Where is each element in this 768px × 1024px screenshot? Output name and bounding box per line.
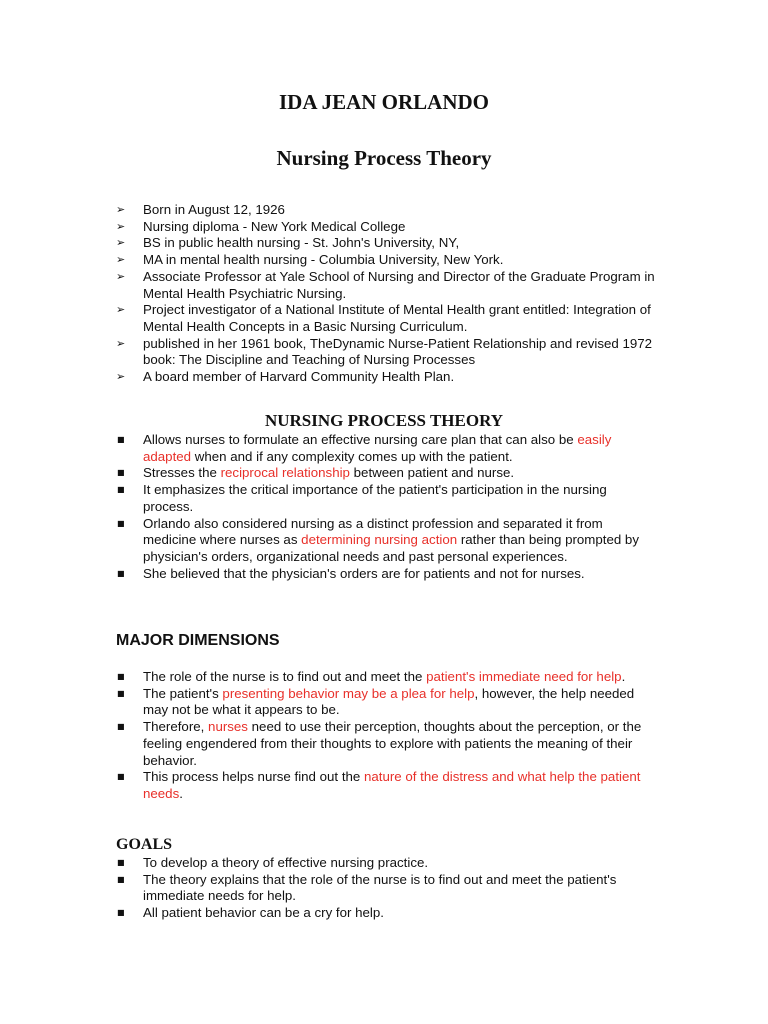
arrowhead-bullet-icon: ➢ — [116, 203, 126, 216]
biography-list — [116, 202, 656, 386]
nursing-process-theory-list — [116, 432, 656, 582]
arrowhead-bullet-icon: ➢ — [116, 336, 126, 350]
list-item: ■ Therefore, nurses need to use their perception, thoughts about the perception, or the feeling engendered from their thoughts to explore with patients the meaning of their behavior. — [117, 719, 642, 768]
arrowhead-bullet-icon: ➢ — [116, 303, 126, 317]
list-item: ➢ BS in public health nursing - St. John's University, NY, — [116, 235, 460, 251]
square-bullet-icon: ■ — [117, 435, 125, 444]
square-bullet-icon: ■ — [117, 485, 125, 495]
square-bullet-icon: ■ — [117, 858, 125, 867]
list-item: ■ Orlando also considered nursing as a distinct profession and separated it from medicine where nurses as determining nursing action rather than being prompted by physician's orders, organizational needs and past personal experiences. — [117, 515, 639, 564]
major-dimensions-list — [116, 669, 656, 803]
document-title: IDA JEAN ORLANDO — [278, 90, 490, 114]
list-item: ■ She believed that the physician's orders are for patients and not for nurses. — [117, 565, 585, 581]
square-bullet-icon: ■ — [117, 772, 125, 782]
list-item: ■ To develop a theory of effective nursing practice. — [117, 855, 429, 870]
list-item: ■ The role of the nurse is to find out and meet the patient's immediate need for help. — [117, 669, 626, 684]
square-bullet-icon: ■ — [117, 688, 125, 698]
list-item: ■ The theory explains that the role of the nurse is to find out and meet the patient's immediate needs for help. — [117, 871, 617, 904]
square-bullet-icon: ■ — [117, 518, 125, 528]
list-item: ➢ published in her 1961 book, TheDynamic Nurse-Patient Relationship and revised 1972 book: The Discipline and Teaching of Nursing Processes — [116, 335, 653, 368]
square-bullet-icon: ■ — [117, 672, 125, 681]
square-bullet-icon: ■ — [117, 908, 125, 918]
list-item: ➢ Born in August 12, 1926 — [116, 202, 285, 217]
list-item: ■ Allows nurses to formulate an effective nursing care plan that can also be easily adapted when and if any complexity comes up with the patient. — [117, 432, 612, 464]
square-bullet-icon: ■ — [117, 468, 125, 478]
square-bullet-icon: ■ — [117, 874, 125, 884]
list-item: ■ Stresses the reciprocal relationship between patient and nurse. — [117, 465, 515, 481]
document-subtitle: Nursing Process Theory — [276, 146, 492, 170]
list-item: ■ It emphasizes the critical importance of the patient's participation in the nursing process. — [117, 482, 607, 514]
arrowhead-bullet-icon: ➢ — [116, 370, 126, 384]
arrowhead-bullet-icon: ➢ — [116, 219, 126, 233]
list-item: ➢ Project investigator of a National Institute of Mental Health grant entitled: Integration of Mental Health Concepts in a Basic Nursing Curriculum. — [116, 302, 651, 334]
arrowhead-bullet-icon: ➢ — [116, 269, 126, 283]
list-item: ■ This process helps nurse find out the nature of the distress and what help the patient needs. — [117, 769, 641, 801]
list-item: ➢ A board member of Harvard Community Health Plan. — [116, 369, 455, 385]
section-heading-nursing-process-theory: NURSING PROCESS THEORY — [264, 411, 504, 430]
arrowhead-bullet-icon: ➢ — [116, 253, 126, 267]
list-item: ➢ MA in mental health nursing - Columbia University, New York. — [116, 252, 504, 268]
section-heading-major-dimensions: MAJOR DIMENSIONS — [116, 632, 280, 649]
square-bullet-icon: ■ — [117, 722, 125, 732]
list-item: ➢ Associate Professor at Yale School of Nursing and Director of the Graduate Program in Mental Health Psychiatric Nursing. — [116, 268, 655, 301]
section-heading-goals: GOALS — [116, 836, 173, 853]
list-item: ■ All patient behavior can be a cry for help. — [117, 905, 384, 921]
list-item: ■ The patient's presenting behavior may be a plea for help, however, the help needed may not be what it appears to be. — [117, 685, 635, 718]
square-bullet-icon: ■ — [117, 568, 125, 578]
arrowhead-bullet-icon: ➢ — [116, 236, 126, 250]
goals-list — [116, 855, 656, 922]
list-item: ➢ Nursing diploma - New York Medical College — [116, 218, 406, 234]
